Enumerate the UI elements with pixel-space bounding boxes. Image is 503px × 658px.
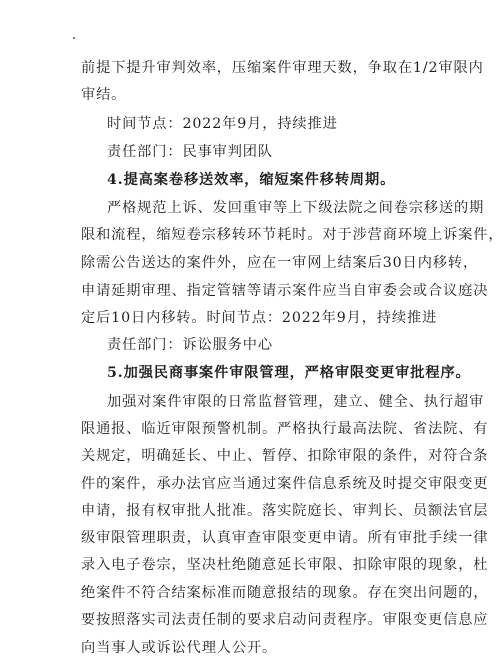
time-node-line: 时间节点：2022年9月，持续推进 (107, 116, 338, 132)
responsible-dept-line: 责任部门：民事审判团队 (107, 144, 273, 160)
text-line: 审结。 (81, 87, 127, 103)
text-line: 限和流程，缩短卷宗移转环节耗时。对于涉营商环境上诉案件， (81, 227, 503, 243)
scan-speck (73, 37, 75, 39)
section-heading-4: 4.提高案卷移送效率，缩短案件移转周期。 (107, 172, 396, 188)
section-heading-5: 5.加强民商事案件审限管理，严格审限变更审批程序。 (107, 365, 471, 381)
text-line: 加强对案件审限的日常监督管理，建立、健全、执行超审 (107, 394, 485, 410)
text-line: 录入电子卷宗，坚决杜绝随意延长审限、扣除审限的现象，杜 (81, 557, 489, 573)
text-line: 严格规范上诉、发回重审等上下级法院之间卷宗移送的期 (107, 200, 485, 216)
text-line: 限通报、临近审限预警机制。严格执行最高法院、省法院、有 (81, 421, 489, 437)
text-line: 申请，报有权审批人批准。落实院庭长、审判长、员额法官层 (81, 503, 489, 519)
text-line: 级审限管理职责，认真审查审限变更申请。所有审批手续一律 (81, 530, 489, 546)
responsible-dept-line: 责任部门：诉讼服务中心 (107, 337, 273, 353)
text-line: 除需公告送达的案件外，应在一审网上结案后30日内移转， (81, 255, 479, 271)
text-line: 前提下提升审判效率，压缩案件审理天数，争取在1/2审限内 (81, 60, 484, 76)
text-line: 件的案件，承办法官应当通过案件信息系统及时提交审限变更 (81, 476, 489, 492)
text-line: 关规定，明确延长、中止、暂停、扣除审限的条件，对符合条 (81, 448, 489, 464)
text-line: 向当事人或诉讼代理人公开。 (81, 640, 278, 656)
text-line: 要按照落实司法责任制的要求启动问责程序。审限变更信息应 (81, 612, 489, 628)
text-line: 绝案件不符合结案标准而随意报结的现象。存在突出问题的， (81, 585, 489, 601)
text-line: 定后10日内移转。时间节点：2022年9月，持续推进 (81, 310, 438, 326)
text-line: 申请延期审理、指定管辖等请示案件应当自审委会或合议庭决 (81, 283, 489, 299)
